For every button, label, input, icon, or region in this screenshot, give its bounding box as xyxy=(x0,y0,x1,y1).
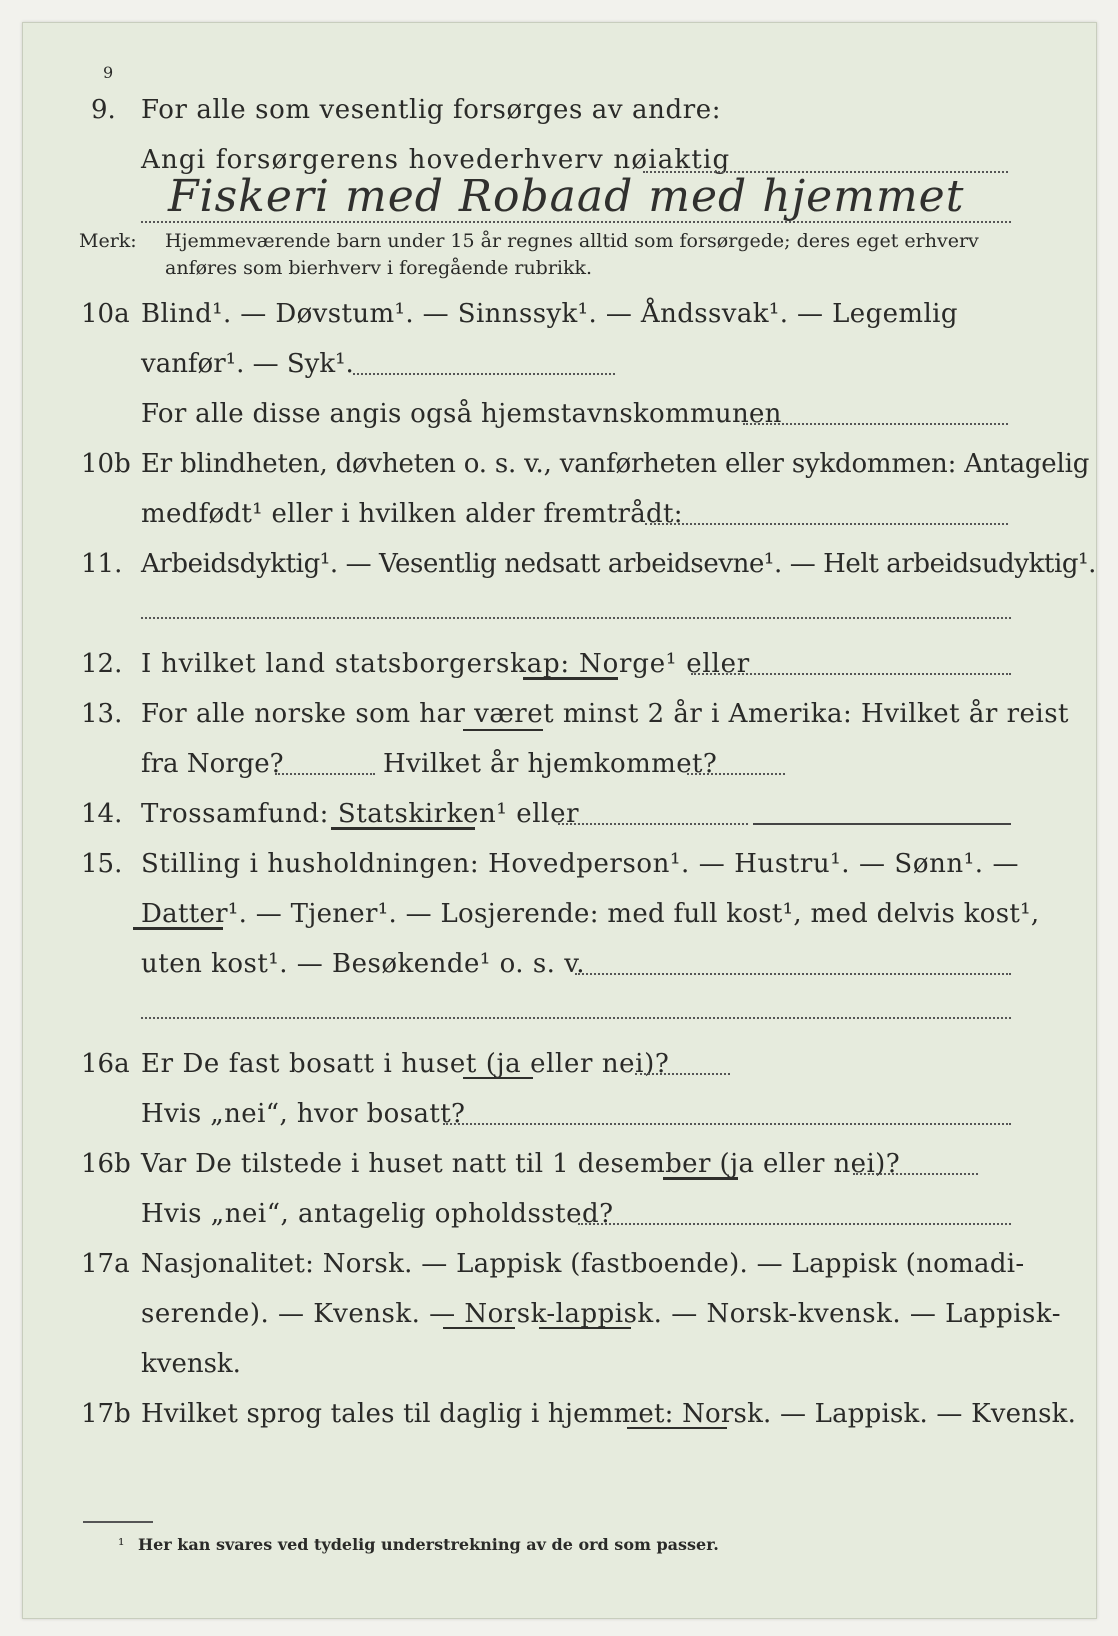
q15-answer-underline xyxy=(133,927,223,930)
q15-fill-line xyxy=(575,973,1011,975)
footnote-separator xyxy=(83,1521,153,1523)
q13-line2a: fra Norge? xyxy=(141,749,284,779)
q16a-line1: Er De fast bosatt i huset (ja eller nei)? xyxy=(141,1049,670,1079)
q16b-line2: Hvis „nei“, antagelig opholdssted? xyxy=(141,1199,614,1229)
q13-number: 13. xyxy=(81,699,123,729)
q17b-line1: Hvilket sprog tales til daglig i hjemmet: Norsk. — Lappisk. — Kvensk. xyxy=(141,1399,1077,1429)
q16a-number: 16a xyxy=(81,1049,130,1079)
q16a-answer-underline xyxy=(463,1077,533,1079)
q10b-number: 10b xyxy=(81,449,131,479)
q9-line2: Angi forsørgerens hovederhverv nøiaktig xyxy=(141,145,731,175)
q17a-underline-b xyxy=(539,1327,631,1329)
q10a-line3: For alle disse angis også hjemstavnskommunen xyxy=(141,399,782,429)
q17b-number: 17b xyxy=(81,1399,131,1429)
footnote-text-content: Her kan svares ved tydelig understrekning av de ord som passer. xyxy=(138,1535,719,1554)
census-form-page xyxy=(22,22,1097,1619)
q15-line1: Stilling i husholdningen: Hovedperson¹. — Hustru¹. — Sønn¹. — xyxy=(141,849,1020,879)
q15-number: 15. xyxy=(81,849,123,879)
q9-line1: For alle som vesentlig forsørges av andre: xyxy=(141,95,722,125)
q13-year-left-line xyxy=(275,773,375,775)
q17a-line1: Nasjonalitet: Norsk. — Lappisk (fastboende). — Lappisk (nomadi- xyxy=(141,1249,1025,1279)
q9-answer-line xyxy=(141,221,1011,223)
q16a-line2: Hvis „nei“, hvor bosatt? xyxy=(141,1099,466,1129)
q12-fill-line xyxy=(691,673,1011,675)
merk-line1: Hjemmeværende barn under 15 år regnes alltid som forsørgede; deres eget erhverv xyxy=(165,230,979,252)
q14-fill-line xyxy=(558,823,748,825)
q10a-fill-line xyxy=(353,373,615,375)
q14-line1: Trossamfund: Statskirken¹ eller xyxy=(141,799,580,829)
q16b-place-line xyxy=(578,1223,1011,1225)
q15-line2: Datter¹. — Tjener¹. — Losjerende: med full kost¹, med delvis kost¹, xyxy=(141,899,1040,929)
merk-line2: anføres som bierhverv i foregående rubrikk. xyxy=(165,257,593,279)
q17a-line2: serende). — Kvensk. — Norsk-lappisk. — Norsk-kvensk. — Lappisk- xyxy=(141,1299,1061,1329)
q9-handwritten-answer: Fiskeri med Robaad med hjemmet xyxy=(168,171,965,222)
q10b-line2: medfødt¹ eller i hvilken alder fremtrådt: xyxy=(141,499,683,529)
q15-line3: uten kost¹. — Besøkende¹ o. s. v. xyxy=(141,949,586,979)
q14-answer-underline xyxy=(331,827,475,830)
q17a-underline-a xyxy=(443,1327,515,1329)
q9-number: 9. xyxy=(91,95,116,125)
footnote-text xyxy=(138,1535,719,1554)
footnote-mark: ¹ xyxy=(118,1535,125,1554)
q16b-number: 16b xyxy=(81,1149,131,1179)
q16b-line1: Var De tilstede i huset natt til 1 desember (ja eller nei)? xyxy=(141,1149,901,1179)
q17a-number: 17a xyxy=(81,1249,130,1279)
q12-answer-underline xyxy=(523,677,618,680)
q10a-number: 10a xyxy=(81,299,130,329)
q16a-where-line xyxy=(443,1123,1011,1125)
q16b-fill-line xyxy=(853,1173,978,1175)
q12-line1: I hvilket land statsborgerskap: Norge¹ eller xyxy=(141,649,751,679)
q10a-home-line xyxy=(743,423,1008,425)
q10a-line2: vanfør¹. — Syk¹. xyxy=(141,349,354,379)
q11-number: 11. xyxy=(81,549,123,579)
q14-number: 14. xyxy=(81,799,123,829)
q11-line1: Arbeidsdyktig¹. — Vesentlig nedsatt arbeidsevne¹. — Helt arbeidsudyktig¹. xyxy=(141,549,1097,579)
page-mark: 9 xyxy=(103,63,114,82)
q13-year-right-line xyxy=(687,773,785,775)
q12-number: 12. xyxy=(81,649,123,679)
q13-mark xyxy=(463,729,543,731)
q10b-line1: Er blindheten, døvheten o. s. v., vanførheten eller sykdommen: Antagelig xyxy=(141,449,1090,479)
q14-rule xyxy=(753,823,1011,825)
q16b-answer-underline xyxy=(663,1177,738,1180)
q10b-fill-line xyxy=(645,523,1008,525)
q13-line1: For alle norske som har været minst 2 år i Amerika: Hvilket år reist xyxy=(141,699,1069,729)
q15-extra-line xyxy=(141,1017,1011,1019)
q17b-answer-underline xyxy=(627,1427,727,1429)
q10a-line1: Blind¹. — Døvstum¹. — Sinnssyk¹. — Åndssvak¹. — Legemlig xyxy=(141,299,958,329)
q16a-fill-line xyxy=(635,1073,730,1075)
q17a-line3: kvensk. xyxy=(141,1349,241,1379)
q11-fill-line xyxy=(141,617,1011,619)
q13-line2b: Hvilket år hjemkommet? xyxy=(383,749,718,779)
merk-label: Merk: xyxy=(79,230,137,252)
